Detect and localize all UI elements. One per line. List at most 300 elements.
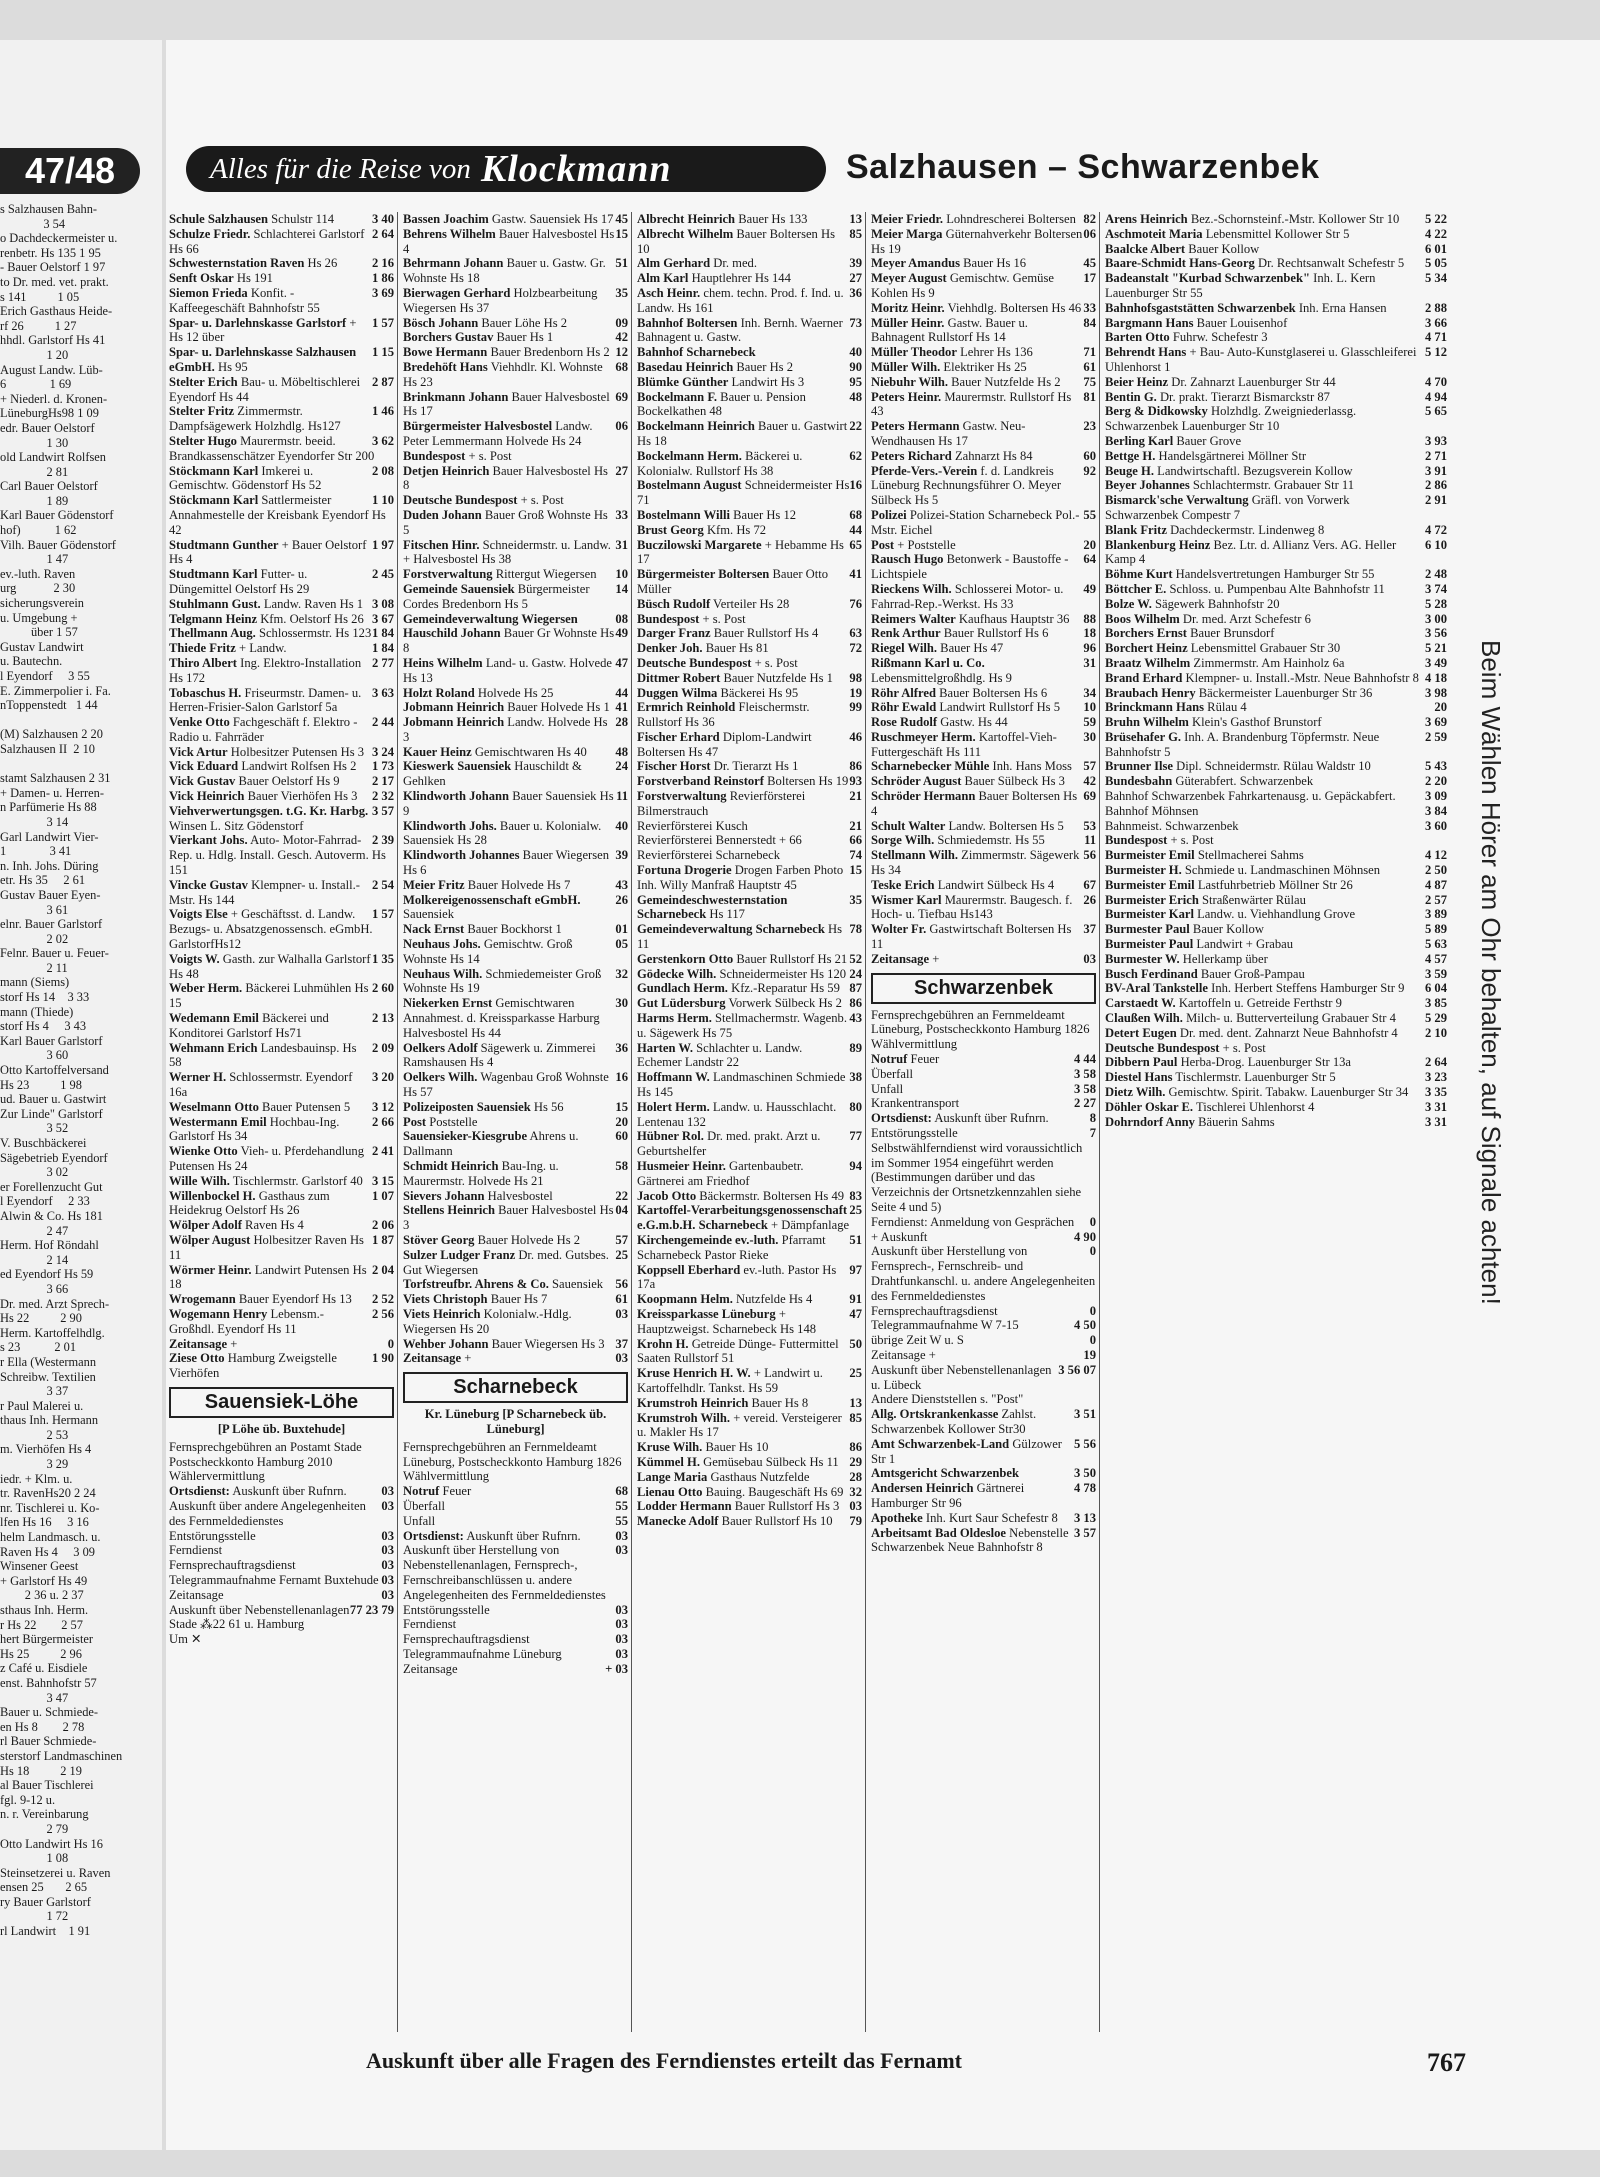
- phone-number: 2 56: [371, 1306, 394, 1321]
- listing-entry: [403, 567, 628, 582]
- entry-details: Hs 11: [637, 922, 842, 952]
- listing-entry: [403, 1440, 628, 1470]
- phone-number: 1 57: [371, 907, 394, 922]
- entry-name: Studtmann Karl: [169, 567, 258, 582]
- entry-name: Bösch Johann: [403, 315, 479, 330]
- entry-details: Schlossermstr. Eyendorf 16a: [169, 1070, 353, 1100]
- entry-details: + Bau- Auto-Kunstglaserei u. Glasschleiferei Uhlenhorst 1: [1105, 345, 1417, 374]
- entry-details: Bürgermeister Cordes Bredenborn Hs 5: [403, 581, 590, 611]
- listing-entry: [169, 1144, 394, 1174]
- listing-column-2: [400, 212, 632, 2032]
- phone-number: 3 00: [1424, 611, 1447, 626]
- entry-details: Stellmacherei Sahms: [1194, 848, 1304, 863]
- listing-entry: [403, 508, 628, 538]
- phone-number: 90: [849, 359, 862, 374]
- entry-name: Meier Fritz: [403, 877, 465, 892]
- entry-name: Koppsell Eberhard: [637, 1262, 741, 1277]
- entry-name: Niebuhr Wilh.: [871, 374, 948, 389]
- listing-entry: [871, 301, 1096, 316]
- entry-details: Bauer Hs 81: [702, 641, 769, 656]
- listing-entry: [169, 1337, 394, 1352]
- entry-name: Rausch Hugo: [871, 552, 944, 567]
- phone-number: 46: [849, 729, 862, 744]
- entry-details: Auskunft über andere Angelegenheiten des Fernmeldedienstes: [169, 1498, 366, 1528]
- listing-entry: [871, 1067, 1096, 1082]
- listing-entry: [871, 1363, 1096, 1393]
- entry-details: + s. Post: [751, 655, 798, 670]
- listing-entry: [403, 937, 628, 967]
- phone-number: 79: [849, 1514, 862, 1529]
- entry-name: Zeitansage: [403, 1351, 462, 1366]
- phone-number: 3 85: [1424, 996, 1447, 1011]
- listing-entry: [871, 1230, 1096, 1245]
- phone-number: 4 90: [1073, 1229, 1096, 1244]
- phone-number: 64: [1083, 552, 1096, 567]
- phone-number: 84: [1083, 315, 1096, 330]
- entry-details: Sauensiek: [403, 907, 455, 922]
- phone-number: 2 17: [371, 774, 394, 789]
- entry-details: Dr. prakt. Tierarzt Bismarckstr 87: [1156, 389, 1330, 404]
- entry-details: Schlachter u. Landw. Echemer Landstr 22: [637, 1040, 803, 1070]
- entry-details: + Landw.: [235, 641, 287, 656]
- listing-entry: [637, 700, 862, 730]
- listing-entry: [403, 1469, 628, 1484]
- listing-entry: [871, 715, 1096, 730]
- entry-details: Fachgeschäft f. Elektro - Radio u. Fahrräder: [169, 715, 358, 744]
- phone-number: 03: [615, 1543, 628, 1558]
- listing-entry: [637, 271, 862, 286]
- entry-name: Burmester W.: [1105, 951, 1180, 966]
- entry-name: Wogemann Henry: [169, 1306, 268, 1321]
- listing-entry: [637, 1203, 862, 1233]
- entry-details: Landw. u. Hausschlacht. Lentenau 132: [637, 1099, 837, 1129]
- listing-entry: [637, 1159, 862, 1189]
- listing-entry: [637, 656, 862, 671]
- listing-entry: [871, 1244, 1096, 1303]
- entry-details: Viehhdlr. Kl. Wohnste Hs 23: [403, 359, 603, 389]
- listing-entry: [871, 1126, 1096, 1141]
- entry-details: Verteiler Hs 28: [710, 596, 790, 611]
- entry-details: Inh. L. Kern Lauenburger Str 55: [1105, 271, 1376, 300]
- listing-entry: [871, 212, 1096, 227]
- phone-number: 09: [615, 315, 628, 330]
- listing-entry: [1105, 700, 1447, 715]
- entry-details: Klein's Gasthof Brunstorf: [1188, 715, 1322, 730]
- phone-number: 03: [615, 1351, 628, 1366]
- entry-name: Ruschmeyer Herm.: [871, 729, 976, 744]
- phone-number: 2 06: [371, 1218, 394, 1233]
- entry-details: Bau-Ing. u. Maurermstr. Holvede Hs 21: [403, 1159, 559, 1188]
- phone-number: 72: [849, 641, 862, 656]
- entry-details: Bauer Groß-Pampau: [1197, 966, 1305, 981]
- entry-details: Getreide Dünge- Futtermittel Saaten Rullstorf 51: [637, 1336, 839, 1366]
- entry-name: Meyer August: [871, 271, 947, 286]
- entry-details: Bauer Hs 16: [959, 256, 1027, 271]
- entry-details: Holbesitzer Putensen Hs 3: [227, 744, 365, 759]
- entry-details: Gasth. zur Walhalla Garlstorf Hs 48: [169, 951, 371, 981]
- listing-entry: [1105, 242, 1447, 257]
- phone-number: 2 59: [1424, 729, 1447, 744]
- phone-number: 85: [849, 226, 862, 241]
- listing-entry: [637, 597, 862, 612]
- entry-details: Holzbearbeitung Wiegersen Hs 37: [403, 285, 598, 315]
- listing-entry: [1105, 375, 1447, 390]
- listing-entry: [169, 759, 394, 774]
- listing-entry: [1105, 656, 1447, 671]
- listing-entry: [1105, 907, 1447, 922]
- entry-name: Darger Franz: [637, 626, 711, 641]
- listing-entry: [871, 656, 1096, 686]
- phone-number: 16: [849, 478, 862, 493]
- entry-name: Deutsche Bundespost: [637, 655, 752, 670]
- phone-number: 75: [1083, 374, 1096, 389]
- entry-name: Neuhaus Wilh.: [403, 966, 483, 981]
- listing-entry: [403, 1041, 628, 1071]
- phone-number: 3 24: [371, 744, 394, 759]
- entry-name: Forstverband Reinstorf: [637, 774, 764, 789]
- entry-name: Stöckmann Karl: [169, 463, 259, 478]
- entry-details: Bauer Wiegersen Hs 6: [403, 848, 610, 878]
- entry-name: Müller Heinr.: [871, 315, 945, 330]
- entry-details: Güterabfert. Schwarzenbek: [1172, 774, 1314, 789]
- entry-name: Sauensieker-Kiesgrube: [403, 1129, 528, 1144]
- entry-details: Bauer Eyendorf Hs 13: [235, 1292, 352, 1307]
- listing-entry: [1105, 271, 1447, 301]
- listing-entry: [637, 1070, 862, 1100]
- entry-details: Kartoffel-Vieh-Futtergeschäft Hs 111: [871, 729, 1057, 759]
- phone-number: 3 51: [1073, 1407, 1096, 1422]
- entry-details: Zimmermstr. Am Hainholz 6a: [1190, 655, 1345, 670]
- phone-number: 95: [849, 374, 862, 389]
- listing-entry: [1105, 671, 1447, 686]
- listing-entry: [169, 1189, 394, 1219]
- listing-entry: [169, 1351, 394, 1381]
- entry-name: Fitschen Hinr.: [403, 537, 480, 552]
- phone-number: 77: [849, 1129, 862, 1144]
- entry-name: Pferde-Vers.-Verein: [871, 463, 978, 478]
- entry-details: Gastwirtschaft Boltersen Hs 11: [871, 922, 1072, 952]
- entry-name: Rieckens Wilh.: [871, 581, 952, 596]
- entry-name: Barten Otto: [1105, 330, 1170, 345]
- entry-details: Bauer Rullstorf Hs 10: [718, 1514, 833, 1529]
- entry-details: Überfall: [403, 1498, 445, 1513]
- entry-name: Ortsdienst:: [403, 1528, 464, 1543]
- entry-details: Gasthaus Nutzfelde: [707, 1469, 810, 1484]
- entry-details: Revierförsterei Bennerstedt + 66: [637, 833, 802, 848]
- listing-entry: [403, 1484, 628, 1499]
- entry-details: Bauer Holvede Hs 7: [464, 877, 571, 892]
- listing-entry: [871, 508, 1096, 538]
- phone-number: 03: [615, 1632, 628, 1647]
- entry-details: Bäckerei und Konditorei Garlstorf Hs71: [169, 1011, 329, 1040]
- dialing-hint-text: Beim Wählen Hörer am Ohr behalten, auf Signale achten!: [1476, 640, 1506, 1305]
- listing-entry: [403, 493, 628, 508]
- phone-number: 0: [1089, 1333, 1096, 1348]
- listing-entry: [1105, 1100, 1447, 1115]
- entry-details: +: [929, 951, 940, 966]
- listing-entry: [637, 819, 862, 834]
- entry-details: + s. Post: [517, 493, 564, 508]
- phone-number: 1 84: [371, 626, 394, 641]
- listing-entry: [169, 597, 394, 612]
- entry-details: Bauer u. Kolonialw. Sauensiek Hs 28: [403, 818, 602, 848]
- entry-details: + Hauptzweigst. Scharnebeck Hs 148: [637, 1306, 817, 1336]
- entry-details: Futter- u. Düngemittel Oelstorf Hs 29: [169, 567, 310, 596]
- entry-name: Viets Heinrich: [403, 1306, 481, 1321]
- phone-number: 62: [849, 448, 862, 463]
- phone-number: 51: [615, 256, 628, 271]
- phone-number: 33: [615, 507, 628, 522]
- entry-name: Schule Salzhausen: [169, 212, 269, 226]
- listing-entry: [871, 419, 1096, 449]
- phone-number: 88: [1083, 611, 1096, 626]
- phone-number: 03: [615, 1602, 628, 1617]
- entry-details: Revierförsterei Scharnebeck: [637, 848, 781, 863]
- entry-name: Holert Herm.: [637, 1099, 710, 1114]
- section-heading: Sauensiek-Löhe: [169, 1387, 394, 1418]
- entry-name: Bruhn Wilhelm: [1105, 715, 1189, 730]
- entry-details: Schulstr 114: [268, 212, 335, 226]
- phone-number: 03: [381, 1543, 394, 1558]
- listing-entry: [169, 952, 394, 982]
- listing-entry: [637, 227, 862, 257]
- phone-number: 86: [849, 1440, 862, 1455]
- listing-entry: [1105, 434, 1447, 449]
- phone-number: 20: [1434, 700, 1447, 715]
- phone-number: 43: [615, 877, 628, 892]
- entry-details: Hs 191: [233, 271, 273, 286]
- listing-entry: [871, 1037, 1096, 1052]
- phone-number: 45: [1083, 256, 1096, 271]
- phone-number: 05: [615, 937, 628, 952]
- listing-entry: [403, 612, 628, 627]
- entry-details: Fernsprechgebühren an Fernmeldeamt Lüneburg, Postscheckkonto Hamburg 1826: [871, 1007, 1090, 1037]
- entry-details: Gemischtwaren Annahmest. d. Kreissparkasse Harburg Halvesbostel Hs 44: [403, 996, 600, 1040]
- phone-number: 68: [849, 507, 862, 522]
- listing-entry: [637, 1470, 862, 1485]
- entry-details: Schlossermstr. Hs 123: [255, 626, 372, 641]
- phone-number: 55: [1083, 507, 1096, 522]
- listing-entry: [871, 1008, 1096, 1038]
- entry-details: Fernsprechgebühren an Fernmeldeamt Lüneburg, Postscheckkonto Hamburg 1826: [403, 1439, 622, 1469]
- phone-number: 3 31: [1424, 1099, 1447, 1114]
- entry-name: Bundesbahn: [1105, 774, 1173, 789]
- entry-details: Tischlermstr. Garlstorf 40: [229, 1173, 363, 1188]
- phone-number: 3 59: [1424, 966, 1447, 981]
- entry-details: Bauer Bockhorst 1: [464, 922, 562, 937]
- listing-entry: [871, 1215, 1096, 1230]
- listing-entry: [403, 1617, 628, 1632]
- entry-name: Bundespost: [1105, 833, 1168, 848]
- phone-number: 32: [615, 966, 628, 981]
- entry-details: Bau- u. Möbeltischlerei Eyendorf Hs 44: [169, 374, 361, 404]
- listing-entry: [637, 1233, 862, 1263]
- phone-number: 30: [1083, 729, 1096, 744]
- entry-name: Blankenburg Heinz: [1105, 537, 1211, 552]
- listing-entry: [637, 360, 862, 375]
- entry-name: Brunner Ilse: [1105, 759, 1173, 774]
- entry-details: Hellerkamp über: [1179, 951, 1268, 966]
- entry-details: Sägewerk u. Zimmerei Ramshausen Hs 4: [403, 1040, 596, 1070]
- phone-number: 1 57: [371, 315, 394, 330]
- entry-name: Niekerken Ernst: [403, 996, 493, 1011]
- phone-number: 2 57: [1424, 892, 1447, 907]
- phone-number: 2 41: [371, 1144, 394, 1159]
- entry-details: Bauer Rullstorf Hs 4: [710, 626, 819, 641]
- entry-name: Ziese Otto: [169, 1351, 225, 1366]
- listing-entry: [637, 641, 862, 656]
- phone-number: 25: [849, 1366, 862, 1381]
- entry-details: Feuer: [439, 1484, 472, 1499]
- listing-entry: [637, 1189, 862, 1204]
- phone-number: 76: [849, 596, 862, 611]
- phone-number: 4 87: [1424, 877, 1447, 892]
- phone-number: 1 86: [371, 271, 394, 286]
- entry-name: Stellmann Wilh.: [871, 848, 959, 863]
- listing-entry: [637, 1485, 862, 1500]
- phone-number: 1 90: [371, 1351, 394, 1366]
- listing-entry: [871, 1052, 1096, 1067]
- entry-details: Fuhrw. Schefestr 3: [1169, 330, 1268, 345]
- entry-name: Bassen Joachim: [403, 212, 489, 226]
- phone-number: 57: [1083, 759, 1096, 774]
- listing-entry: [1105, 981, 1447, 996]
- entry-details: Auskunft über Nebenstellenanlagen u. Lübeck: [871, 1362, 1052, 1392]
- entry-name: Amtsgericht Schwarzenbek: [871, 1466, 1019, 1481]
- entry-details: Bauer Otto Müller: [637, 567, 829, 596]
- entry-name: Berg & Didkowsky: [1105, 404, 1208, 419]
- listing-entry: [637, 967, 862, 982]
- entry-details: Unfall: [403, 1513, 436, 1528]
- listing-entry: [403, 345, 628, 360]
- listing-entry: [403, 419, 628, 449]
- entry-name: Kartoffel-Verarbeitungsgenossenschaft e.G.m.b.H. Scharnebeck: [637, 1203, 848, 1233]
- listing-entry: [169, 641, 394, 656]
- phone-number: 61: [615, 1292, 628, 1307]
- listing-entry: [1105, 345, 1447, 375]
- phone-number: 3 31: [1424, 1114, 1447, 1129]
- listing-entry: [169, 1603, 394, 1633]
- entry-details: Bauer Halvesbostel Hs 17: [403, 389, 610, 419]
- entry-name: Scharnebecker Mühle: [871, 759, 990, 774]
- entry-name: Stöver Georg: [403, 1232, 475, 1247]
- entry-details: Kfz.-Reparatur Hs 59: [727, 981, 840, 996]
- listing-entry: [1105, 582, 1447, 597]
- entry-name: Borchers Ernst: [1105, 626, 1187, 641]
- listing-entry: [169, 256, 394, 271]
- entry-details: Schmiedemeister Groß Wohnste Hs 19: [403, 966, 602, 996]
- phone-number: 2 44: [371, 715, 394, 730]
- phone-number: 92: [1083, 463, 1096, 478]
- listing-column-4: [868, 212, 1100, 2032]
- entry-details: + s. Post: [699, 611, 746, 626]
- entry-details: Lebensmittel Kollower Str 5: [1202, 226, 1350, 241]
- listing-entry: [637, 952, 862, 967]
- entry-details: Inh. Kurt Saur Schefestr 8: [922, 1510, 1058, 1525]
- entry-details: Gastw. Sauensiek Hs 17: [488, 212, 614, 226]
- listing-entry: [871, 759, 1096, 774]
- listing-entry: [871, 1407, 1096, 1437]
- listing-entry: [403, 1277, 628, 1292]
- entry-name: Tobaschus H.: [169, 685, 242, 700]
- entry-name: Badeanstalt "Kurbad Schwarzenbek": [1105, 271, 1311, 286]
- phone-number: 68: [615, 1484, 628, 1499]
- entry-details: Hs 26: [304, 256, 338, 271]
- phone-number: 42: [1083, 774, 1096, 789]
- phone-number: 3 56: [1424, 626, 1447, 641]
- phone-number: 2 04: [371, 1262, 394, 1277]
- entry-name: Hübner Rol.: [637, 1129, 704, 1144]
- listing-entry: [871, 360, 1096, 375]
- entry-name: Gerstenkorn Otto: [637, 951, 734, 966]
- listing-entry: [403, 360, 628, 390]
- listing-entry: [169, 316, 394, 346]
- entry-name: Bockelmann Herm.: [637, 448, 742, 463]
- entry-details: Auskunft über Rufnrn.: [229, 1484, 347, 1499]
- phone-number: 2 08: [371, 463, 394, 478]
- listing-entry: [1105, 996, 1447, 1011]
- entry-name: Westermann Emil: [169, 1114, 267, 1129]
- entry-name: Dietz Wilh.: [1105, 1085, 1166, 1100]
- listing-entry: [1105, 878, 1447, 893]
- entry-details: Bauer Bredenborn Hs 2: [487, 345, 610, 360]
- entry-details: Hauschildt & Gehlken: [403, 759, 582, 789]
- listing-entry: [1105, 686, 1447, 701]
- entry-name: Heins Wilhelm: [403, 655, 483, 670]
- entry-name: Brust Georg: [637, 522, 704, 537]
- entry-details: +: [227, 1336, 238, 1351]
- phone-number: 22: [615, 1188, 628, 1203]
- listing-entry: [169, 567, 394, 597]
- listing-entry: [637, 1514, 862, 1529]
- listing-entry: [871, 1466, 1096, 1481]
- entry-details: Bauer Wiegersen Hs 3: [488, 1336, 605, 1351]
- listing-entry: [403, 1100, 628, 1115]
- phone-number: 5 63: [1424, 937, 1447, 952]
- listing-entry: [637, 1011, 862, 1041]
- entry-name: Thiro Albert: [169, 655, 237, 670]
- entry-details: Zeitansage +: [871, 1347, 936, 1362]
- phone-number: 19: [1083, 1347, 1096, 1362]
- phone-number: 4 70: [1424, 374, 1447, 389]
- listing-entry: [403, 656, 628, 686]
- listing-entry: [871, 1437, 1096, 1467]
- entry-details: Nutzfelde Hs 4: [732, 1292, 813, 1307]
- entry-details: Bauer Hs 133: [735, 212, 808, 226]
- listing-entry: [637, 449, 862, 479]
- entry-name: Wölper Adolf: [169, 1218, 242, 1233]
- entry-name: Hauschild Johann: [403, 626, 501, 641]
- phone-number: 23: [1083, 419, 1096, 434]
- listing-entry: [871, 375, 1096, 390]
- listing-entry: [169, 286, 394, 316]
- entry-details: Landmaschinen Schmiede Hs 145: [637, 1070, 846, 1100]
- phone-number: 22: [849, 419, 862, 434]
- phone-number: 81: [1083, 389, 1096, 404]
- entry-name: Detjen Heinrich: [403, 463, 490, 478]
- listing-entry: [1105, 967, 1447, 982]
- entry-name: Ortsdienst:: [871, 1111, 932, 1126]
- listing-entry: [403, 286, 628, 316]
- entry-details: Bauer u. Gastw. Gr. Wohnste Hs 18: [403, 256, 606, 286]
- phone-number: 10: [615, 567, 628, 582]
- entry-details: Ferndienst: [169, 1543, 223, 1558]
- entry-details: Zahnarzt Hs 84: [951, 448, 1033, 463]
- entry-details: Bauer Sülbeck Hs 3: [961, 774, 1065, 789]
- entry-name: Werner H.: [169, 1070, 227, 1085]
- listing-entry: [169, 1218, 394, 1233]
- listing-entry: [403, 1632, 628, 1647]
